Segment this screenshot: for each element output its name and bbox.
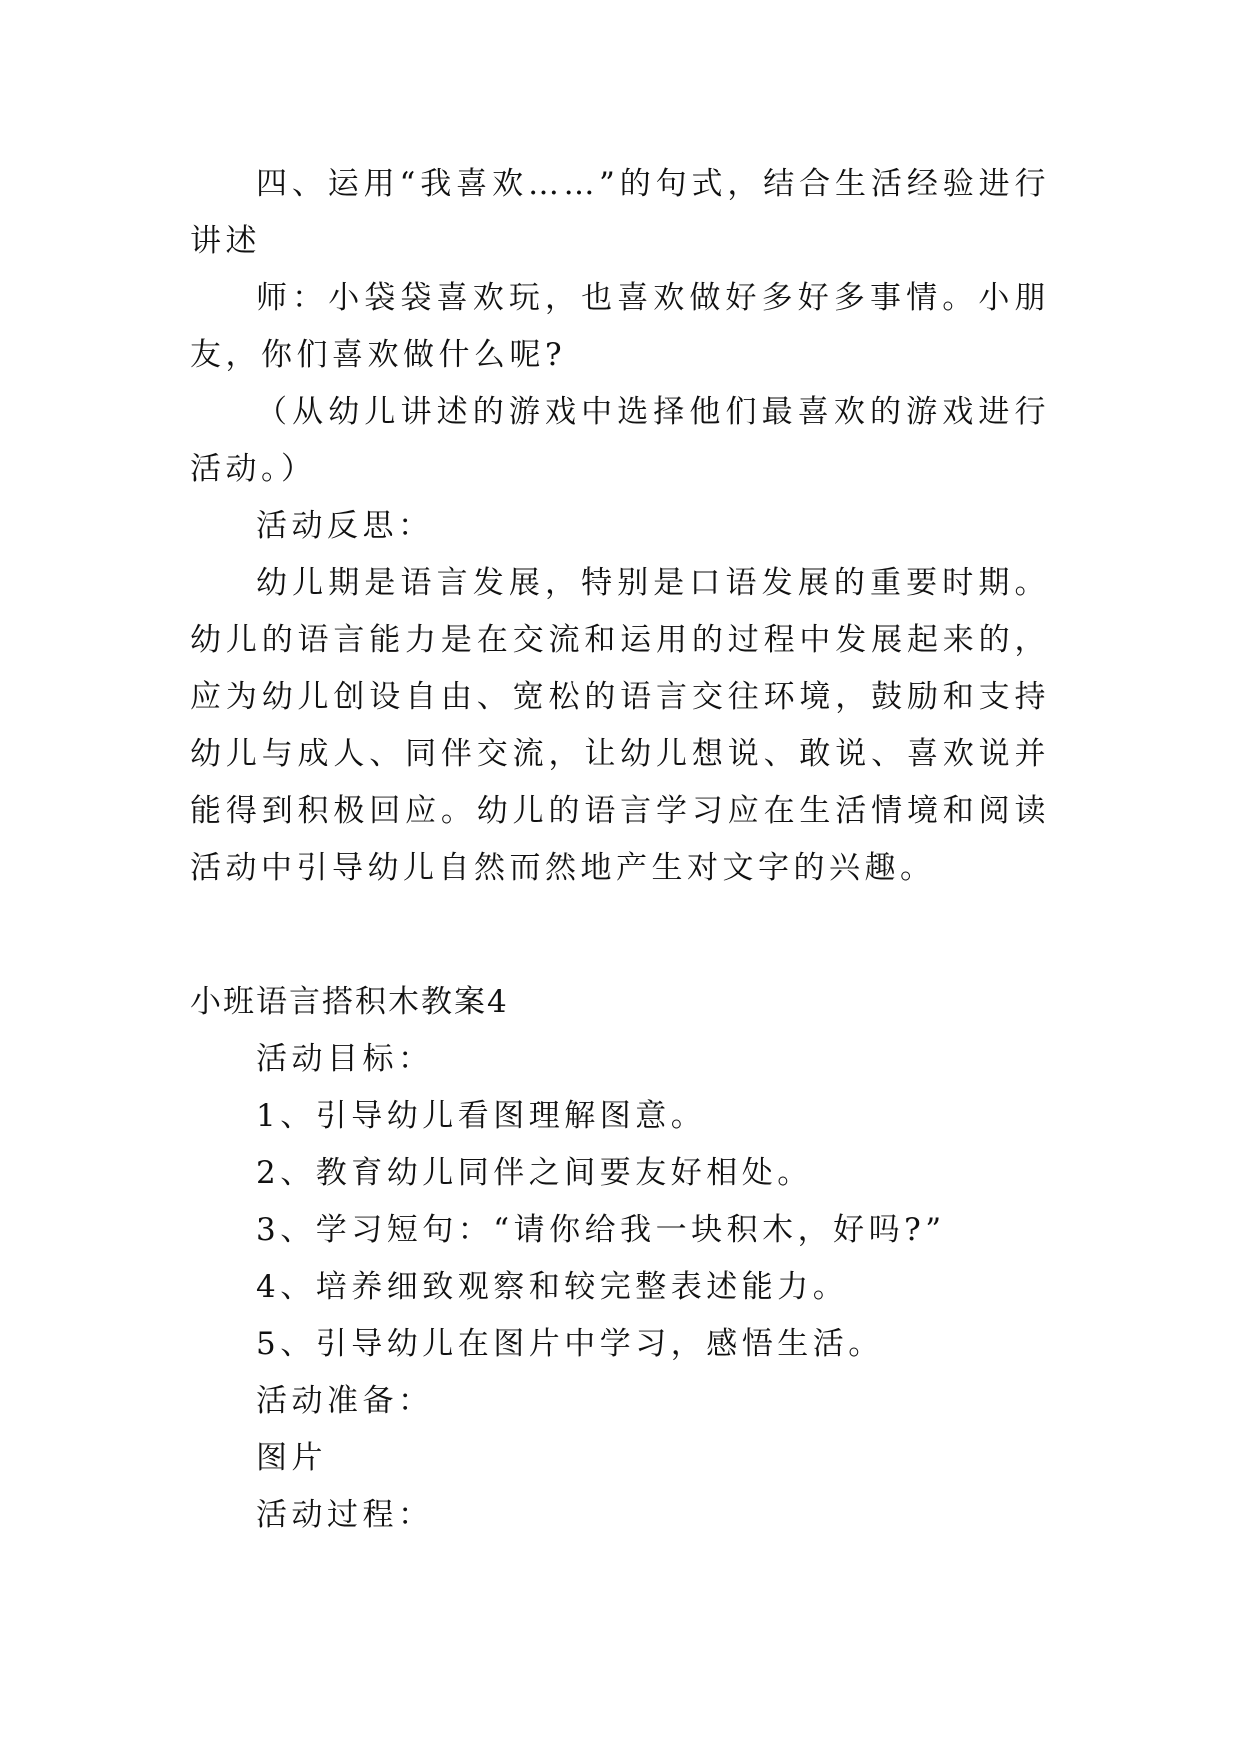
paragraph-process-label: 活动过程： xyxy=(256,1497,434,1533)
paragraph-reflection-body: 幼儿期是语言发展，特别是口语发展的重要时期。幼儿的语言能力是在交流和运用的过程中发展起来的，应为幼儿创设自由、宽松的语言交往环境，鼓励和支持幼儿与成人、同伴交流，让幼儿想说、敢说、喜欢说并能得到积极回应。幼儿的语言学习应在生活情境和阅读活动中引导幼儿自然而然地产生对文字的兴趣。 xyxy=(190,565,1050,886)
paragraph-activity-note: （从幼儿讲述的游戏中选择他们最喜欢的游戏进行活动。） xyxy=(190,394,1050,487)
section-one xyxy=(190,156,1050,897)
paragraph-preparation-label: 活动准备： xyxy=(256,1383,434,1419)
paragraph-reflection-label: 活动反思： xyxy=(256,508,434,544)
paragraph-goals-label: 活动目标： xyxy=(256,1041,434,1077)
paragraph-goal-2: 2、教育幼儿同伴之间要友好相处。 xyxy=(256,1155,813,1191)
paragraph-step-four: 四、运用“我喜欢……”的句式，结合生活经验进行讲述 xyxy=(190,166,1050,259)
paragraph-goal-1: 1、引导幼儿看图理解图意。 xyxy=(256,1098,707,1134)
paragraph-preparation-item: 图片 xyxy=(256,1440,327,1476)
paragraph-goal-5: 5、引导幼儿在图片中学习，感悟生活。 xyxy=(256,1326,884,1362)
section-two xyxy=(190,1031,1050,1544)
paragraph-goal-3: 3、学习短句：“请你给我一块积木，好吗?” xyxy=(256,1212,946,1248)
paragraph-goal-4: 4、培养细致观察和较完整表述能力。 xyxy=(256,1269,849,1305)
section-heading: 小班语言搭积木教案4 xyxy=(190,984,509,1020)
paragraph-teacher-question: 师：小袋袋喜欢玩，也喜欢做好多好多事情。小朋友，你们喜欢做什么呢? xyxy=(190,280,1050,373)
